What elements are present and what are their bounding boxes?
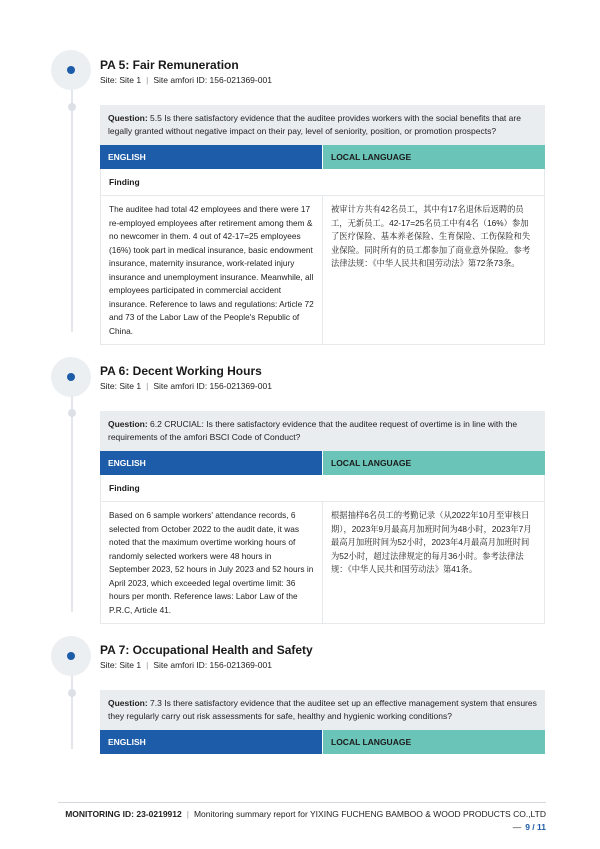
question-label: Question: xyxy=(108,698,148,708)
section-title: PA 5: Fair Remuneration xyxy=(100,58,239,72)
monitoring-id: MONITORING ID: 23-0219912 xyxy=(65,809,182,819)
footer-divider xyxy=(58,802,546,803)
site-info: Site: Site 1 | Site amfori ID: 156-021369-001 xyxy=(100,75,272,85)
local-language-header: LOCAL LANGUAGE xyxy=(323,730,545,754)
site-label: Site: Site 1 xyxy=(100,381,142,391)
question-text: 7.3 Is there satisfactory evidence that the auditee set up an effective management system that ensures they regularly carry out risk assessments for safe, healthy and hygienic working conditions? xyxy=(108,698,537,721)
local-language-header: LOCAL LANGUAGE xyxy=(323,451,545,475)
timeline-dot xyxy=(67,652,75,660)
timeline-dot xyxy=(67,66,75,74)
local-language-header: LOCAL LANGUAGE xyxy=(323,145,545,169)
english-header: ENGLISH xyxy=(100,145,322,169)
site-info: Site: Site 1 | Site amfori ID: 156-021369-001 xyxy=(100,381,272,391)
finding-local-text: 根据抽样6名员工的考勤记录（从2022年10月至审核日期），2023年9月最高月加班时间为48小时，2023年7月最高月加班时间为52小时，2023年4月最高月加班时间为52小时，超过法律规定的每月36小时。参考法律法规：《中华人民共和国劳动法》第41条。 xyxy=(331,510,532,574)
site-label: Site: Site 1 xyxy=(100,660,142,670)
question-box xyxy=(100,690,545,730)
amfori-id: Site amfori ID: 156-021369-001 xyxy=(153,381,272,391)
question-label: Question: xyxy=(108,419,148,429)
timeline-tick xyxy=(68,103,76,111)
page-footer: MONITORING ID: 23-0219912 | Monitoring summary report for YIXING FUCHENG BAMBOO & WOOD PRODUCTS CO.,LTD — 9 / 11 xyxy=(65,809,546,832)
timeline-tick xyxy=(68,409,76,417)
finding-body xyxy=(100,502,545,624)
amfori-id: Site amfori ID: 156-021369-001 xyxy=(153,75,272,85)
report-title: Monitoring summary report for YIXING FUCHENG BAMBOO & WOOD PRODUCTS CO.,LTD xyxy=(193,809,546,819)
english-header: ENGLISH xyxy=(100,730,322,754)
language-header xyxy=(100,730,545,754)
footer-dash: — xyxy=(512,822,522,832)
finding-label: Finding xyxy=(100,475,545,502)
section-pa7 xyxy=(100,643,545,754)
section-title: PA 7: Occupational Health and Safety xyxy=(100,643,313,657)
timeline-dot xyxy=(67,373,75,381)
english-header: ENGLISH xyxy=(100,451,322,475)
timeline-marker xyxy=(51,636,91,676)
finding-english-text: Based on 6 sample workers' attendance records, 6 selected from October 2022 to the audit date, it was noted that the maximum overtime working hours of randomly selected workers were 48 hours in September 2023, 52 hours in July 2023 and 52 hours in April 2023, which exceeded legal overtime limit: 36 hours per month. Reference laws: Labor Law of the P.R.C, Article 41. xyxy=(101,502,323,623)
timeline-tick xyxy=(68,689,76,697)
page-number: 9 / 11 xyxy=(525,822,546,832)
finding-english-text: The auditee had total 42 employees and there were 17 re-employed employees after retirement among them & no newcomer in them. 4 out of 42-17=25 employees (16%) took part in medical insurance, basic endowment insurance, maternity insurance, work-related injury insurance and unemployment insurance. Meanwhile, all employees participated in commercial accident insurance. Reference to laws and regulations: Article 72 and 73 of the Labor Law of the People's Republic of China. xyxy=(101,196,323,344)
question-text: 5.5 Is there satisfactory evidence that the auditee provides workers with the social benefits that are legally granted without negative impact on their pay, level of seniority, position, or promotion prospects? xyxy=(108,113,521,136)
language-header xyxy=(100,451,545,475)
amfori-id: Site amfori ID: 156-021369-001 xyxy=(153,660,272,670)
question-box xyxy=(100,411,545,451)
timeline-marker xyxy=(51,50,91,90)
question-label: Question: xyxy=(108,113,148,123)
site-info: Site: Site 1 | Site amfori ID: 156-021369-001 xyxy=(100,660,272,670)
question-text: 6.2 CRUCIAL: Is there satisfactory evidence that the auditee request of overtime is in line with the requirements of the amfori BSCI Code of Conduct? xyxy=(108,419,518,442)
question-box xyxy=(100,105,545,145)
section-pa6 xyxy=(100,364,545,624)
site-label: Site: Site 1 xyxy=(100,75,142,85)
timeline-marker xyxy=(51,357,91,397)
section-title: PA 6: Decent Working Hours xyxy=(100,364,262,378)
finding-local-text: 被审计方共有42名员工，其中有17名退休后返聘的员工，无新员工。42-17=25名员工中有4名（16%）参加了医疗保险、基本养老保险、生育保险、工伤保险和失业保险。同时所有的员工都参加了商业意外保险。参考法律法规：《中华人民共和国劳动法》第72条73条。 xyxy=(331,204,531,268)
finding-label: Finding xyxy=(100,169,545,196)
language-header xyxy=(100,145,545,169)
finding-body xyxy=(100,196,545,345)
section-pa5 xyxy=(100,58,545,345)
